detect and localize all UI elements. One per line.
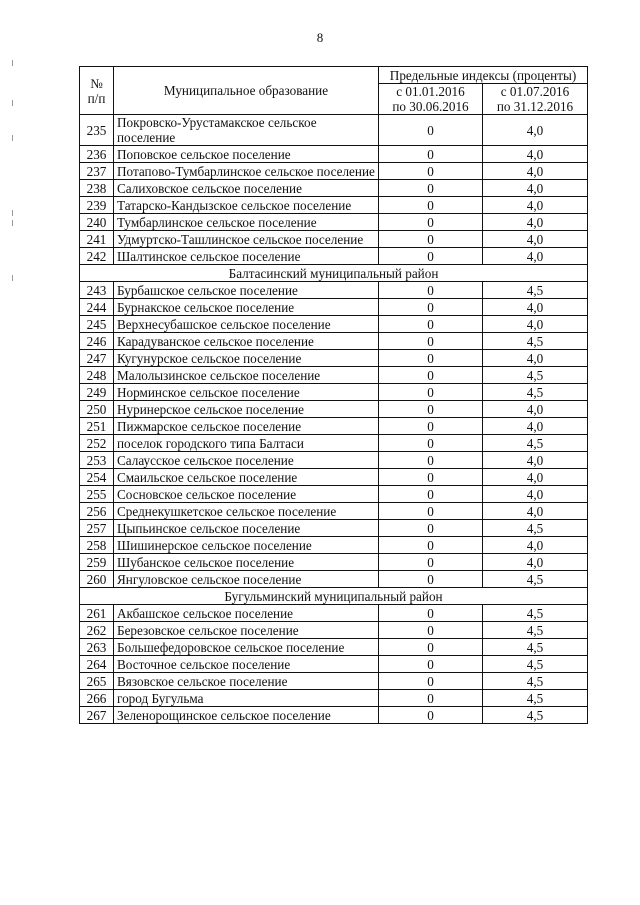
- index-period-1: 0: [379, 571, 483, 588]
- table-row: [80, 605, 588, 622]
- index-period-2: 4,0: [483, 231, 588, 248]
- row-number: 255: [80, 486, 114, 503]
- index-period-1: 0: [379, 469, 483, 486]
- index-period-2: 4,5: [483, 333, 588, 350]
- row-number: 240: [80, 214, 114, 231]
- index-period-1: 0: [379, 690, 483, 707]
- section-row: [80, 265, 588, 282]
- municipality-name: Сосновское сельское поселение: [114, 486, 379, 503]
- table-row: [80, 673, 588, 690]
- municipality-name: Поповское сельское поселение: [114, 146, 379, 163]
- row-number: 264: [80, 656, 114, 673]
- municipality-name: Нуринерское сельское поселение: [114, 401, 379, 418]
- index-period-2: 4,5: [483, 707, 588, 724]
- section-title: Бугульминский муниципальный район: [80, 588, 588, 605]
- index-period-1: 0: [379, 605, 483, 622]
- row-number: 261: [80, 605, 114, 622]
- municipality-name: Янгуловское сельское поселение: [114, 571, 379, 588]
- row-number: 266: [80, 690, 114, 707]
- index-period-2: 4,0: [483, 503, 588, 520]
- table-row: [80, 367, 588, 384]
- table-row: [80, 282, 588, 299]
- municipality-name: Малолызинское сельское поселение: [114, 367, 379, 384]
- index-period-2: 4,0: [483, 163, 588, 180]
- municipality-name: Вязовское сельское поселение: [114, 673, 379, 690]
- table-row: [80, 486, 588, 503]
- index-period-1: 0: [379, 214, 483, 231]
- table-row: [80, 554, 588, 571]
- municipality-name: Большефедоровское сельское поселение: [114, 639, 379, 656]
- table-row: [80, 571, 588, 588]
- municipality-name: город Бугульма: [114, 690, 379, 707]
- row-number: 239: [80, 197, 114, 214]
- index-period-1: 0: [379, 350, 483, 367]
- municipality-name: Шубанское сельское поселение: [114, 554, 379, 571]
- row-number: 265: [80, 673, 114, 690]
- index-period-2: 4,0: [483, 146, 588, 163]
- table-row: [80, 214, 588, 231]
- table-row: [80, 418, 588, 435]
- index-period-1: 0: [379, 115, 483, 146]
- index-period-2: 4,5: [483, 690, 588, 707]
- row-number: 250: [80, 401, 114, 418]
- index-period-2: 4,0: [483, 214, 588, 231]
- index-period-2: 4,0: [483, 299, 588, 316]
- row-number: 242: [80, 248, 114, 265]
- index-period-2: 4,0: [483, 115, 588, 146]
- index-period-2: 4,5: [483, 571, 588, 588]
- index-period-1: 0: [379, 299, 483, 316]
- municipality-name: Салиховское сельское поселение: [114, 180, 379, 197]
- table-row: [80, 384, 588, 401]
- row-number: 259: [80, 554, 114, 571]
- table-row: [80, 690, 588, 707]
- municipality-name: Потапово-Тумбарлинское сельское поселение: [114, 163, 379, 180]
- index-period-2: 4,5: [483, 622, 588, 639]
- row-number: 267: [80, 707, 114, 724]
- header-number: № п/п: [80, 67, 114, 115]
- row-number: 236: [80, 146, 114, 163]
- municipality-name: Бурнакское сельское поселение: [114, 299, 379, 316]
- row-number: 241: [80, 231, 114, 248]
- index-period-2: 4,5: [483, 384, 588, 401]
- section-row: [80, 588, 588, 605]
- index-period-2: 4,0: [483, 350, 588, 367]
- row-number: 238: [80, 180, 114, 197]
- table-header: [80, 67, 588, 115]
- index-period-1: 0: [379, 231, 483, 248]
- table-row: [80, 656, 588, 673]
- index-period-1: 0: [379, 554, 483, 571]
- index-period-2: 4,0: [483, 401, 588, 418]
- row-number: 248: [80, 367, 114, 384]
- index-period-1: 0: [379, 384, 483, 401]
- municipality-name: Шалтинское сельское поселение: [114, 248, 379, 265]
- table-row: [80, 248, 588, 265]
- index-period-2: 4,0: [483, 486, 588, 503]
- margin-marks: [12, 60, 16, 310]
- municipality-name: Кугунурское сельское поселение: [114, 350, 379, 367]
- index-period-2: 4,0: [483, 554, 588, 571]
- table-row: [80, 537, 588, 554]
- index-period-2: 4,0: [483, 180, 588, 197]
- index-period-1: 0: [379, 367, 483, 384]
- municipality-name: Карадуванское сельское поселение: [114, 333, 379, 350]
- row-number: 249: [80, 384, 114, 401]
- row-number: 257: [80, 520, 114, 537]
- table-row: [80, 180, 588, 197]
- index-period-1: 0: [379, 435, 483, 452]
- table-row: [80, 333, 588, 350]
- municipality-name: Норминское сельское поселение: [114, 384, 379, 401]
- table-row: [80, 469, 588, 486]
- index-period-1: 0: [379, 486, 483, 503]
- row-number: 245: [80, 316, 114, 333]
- header-period-2: с 01.07.2016 по 31.12.2016: [483, 84, 588, 115]
- index-period-2: 4,5: [483, 673, 588, 690]
- index-period-2: 4,5: [483, 435, 588, 452]
- index-period-1: 0: [379, 639, 483, 656]
- index-period-1: 0: [379, 656, 483, 673]
- index-period-1: 0: [379, 180, 483, 197]
- row-number: 253: [80, 452, 114, 469]
- municipality-name: поселок городского типа Балтаси: [114, 435, 379, 452]
- index-period-1: 0: [379, 707, 483, 724]
- table-row: [80, 503, 588, 520]
- municipality-name: Зеленорощинское сельское поселение: [114, 707, 379, 724]
- municipality-name: Акбашское сельское поселение: [114, 605, 379, 622]
- table-row: [80, 197, 588, 214]
- table-row: [80, 163, 588, 180]
- index-period-2: 4,5: [483, 282, 588, 299]
- table-row: [80, 452, 588, 469]
- index-period-2: 4,0: [483, 197, 588, 214]
- municipality-name: Салаусское сельское поселение: [114, 452, 379, 469]
- municipality-name: Цыпьинское сельское поселение: [114, 520, 379, 537]
- index-period-2: 4,0: [483, 418, 588, 435]
- header-municipality: Муниципальное образование: [114, 67, 379, 115]
- index-period-2: 4,5: [483, 367, 588, 384]
- index-period-2: 4,5: [483, 520, 588, 537]
- index-period-1: 0: [379, 333, 483, 350]
- index-period-2: 4,0: [483, 316, 588, 333]
- index-period-1: 0: [379, 673, 483, 690]
- row-number: 246: [80, 333, 114, 350]
- row-number: 251: [80, 418, 114, 435]
- row-number: 256: [80, 503, 114, 520]
- index-period-1: 0: [379, 452, 483, 469]
- municipality-name: Пижмарское сельское поселение: [114, 418, 379, 435]
- table-row: [80, 316, 588, 333]
- index-period-1: 0: [379, 503, 483, 520]
- index-period-1: 0: [379, 197, 483, 214]
- table-row: [80, 146, 588, 163]
- municipality-name: Среднекушкетское сельское поселение: [114, 503, 379, 520]
- municipality-name: Татарско-Кандызское сельское поселение: [114, 197, 379, 214]
- index-period-1: 0: [379, 520, 483, 537]
- index-period-1: 0: [379, 537, 483, 554]
- index-period-2: 4,5: [483, 605, 588, 622]
- table-row: [80, 350, 588, 367]
- table-row: [80, 231, 588, 248]
- municipality-name: Тумбарлинское сельское поселение: [114, 214, 379, 231]
- row-number: 254: [80, 469, 114, 486]
- index-period-1: 0: [379, 622, 483, 639]
- index-period-1: 0: [379, 146, 483, 163]
- index-period-2: 4,5: [483, 656, 588, 673]
- indices-table: [79, 66, 588, 724]
- municipality-name: Покровско-Урустамакское сельское поселение: [114, 115, 379, 146]
- municipality-name: Восточное сельское поселение: [114, 656, 379, 673]
- row-number: 235: [80, 115, 114, 146]
- table-row: [80, 115, 588, 146]
- index-period-1: 0: [379, 163, 483, 180]
- row-number: 260: [80, 571, 114, 588]
- municipality-name: Смаильское сельское поселение: [114, 469, 379, 486]
- page-number: 8: [316, 30, 324, 45]
- table-body: [80, 115, 588, 724]
- index-period-2: 4,0: [483, 537, 588, 554]
- row-number: 262: [80, 622, 114, 639]
- row-number: 263: [80, 639, 114, 656]
- row-number: 258: [80, 537, 114, 554]
- index-period-1: 0: [379, 418, 483, 435]
- table-row: [80, 299, 588, 316]
- header-limit-indices: Предельные индексы (проценты): [379, 67, 588, 84]
- municipality-name: Удмуртско-Ташлинское сельское поселение: [114, 231, 379, 248]
- table-row: [80, 520, 588, 537]
- municipality-name: Шишинерское сельское поселение: [114, 537, 379, 554]
- municipality-name: Березовское сельское поселение: [114, 622, 379, 639]
- header-period-1: с 01.01.2016 по 30.06.2016: [379, 84, 483, 115]
- municipality-name: Бурбашское сельское поселение: [114, 282, 379, 299]
- table-row: [80, 401, 588, 418]
- index-period-2: 4,5: [483, 639, 588, 656]
- index-period-1: 0: [379, 316, 483, 333]
- index-period-1: 0: [379, 282, 483, 299]
- index-period-2: 4,0: [483, 469, 588, 486]
- index-period-2: 4,0: [483, 452, 588, 469]
- row-number: 244: [80, 299, 114, 316]
- index-period-1: 0: [379, 248, 483, 265]
- table-row: [80, 435, 588, 452]
- municipality-name: Верхнесубашское сельское поселение: [114, 316, 379, 333]
- index-period-1: 0: [379, 401, 483, 418]
- row-number: 237: [80, 163, 114, 180]
- index-period-2: 4,0: [483, 248, 588, 265]
- row-number: 247: [80, 350, 114, 367]
- table-row: [80, 639, 588, 656]
- table-row: [80, 707, 588, 724]
- row-number: 243: [80, 282, 114, 299]
- section-title: Балтасинский муниципальный район: [80, 265, 588, 282]
- row-number: 252: [80, 435, 114, 452]
- table-row: [80, 622, 588, 639]
